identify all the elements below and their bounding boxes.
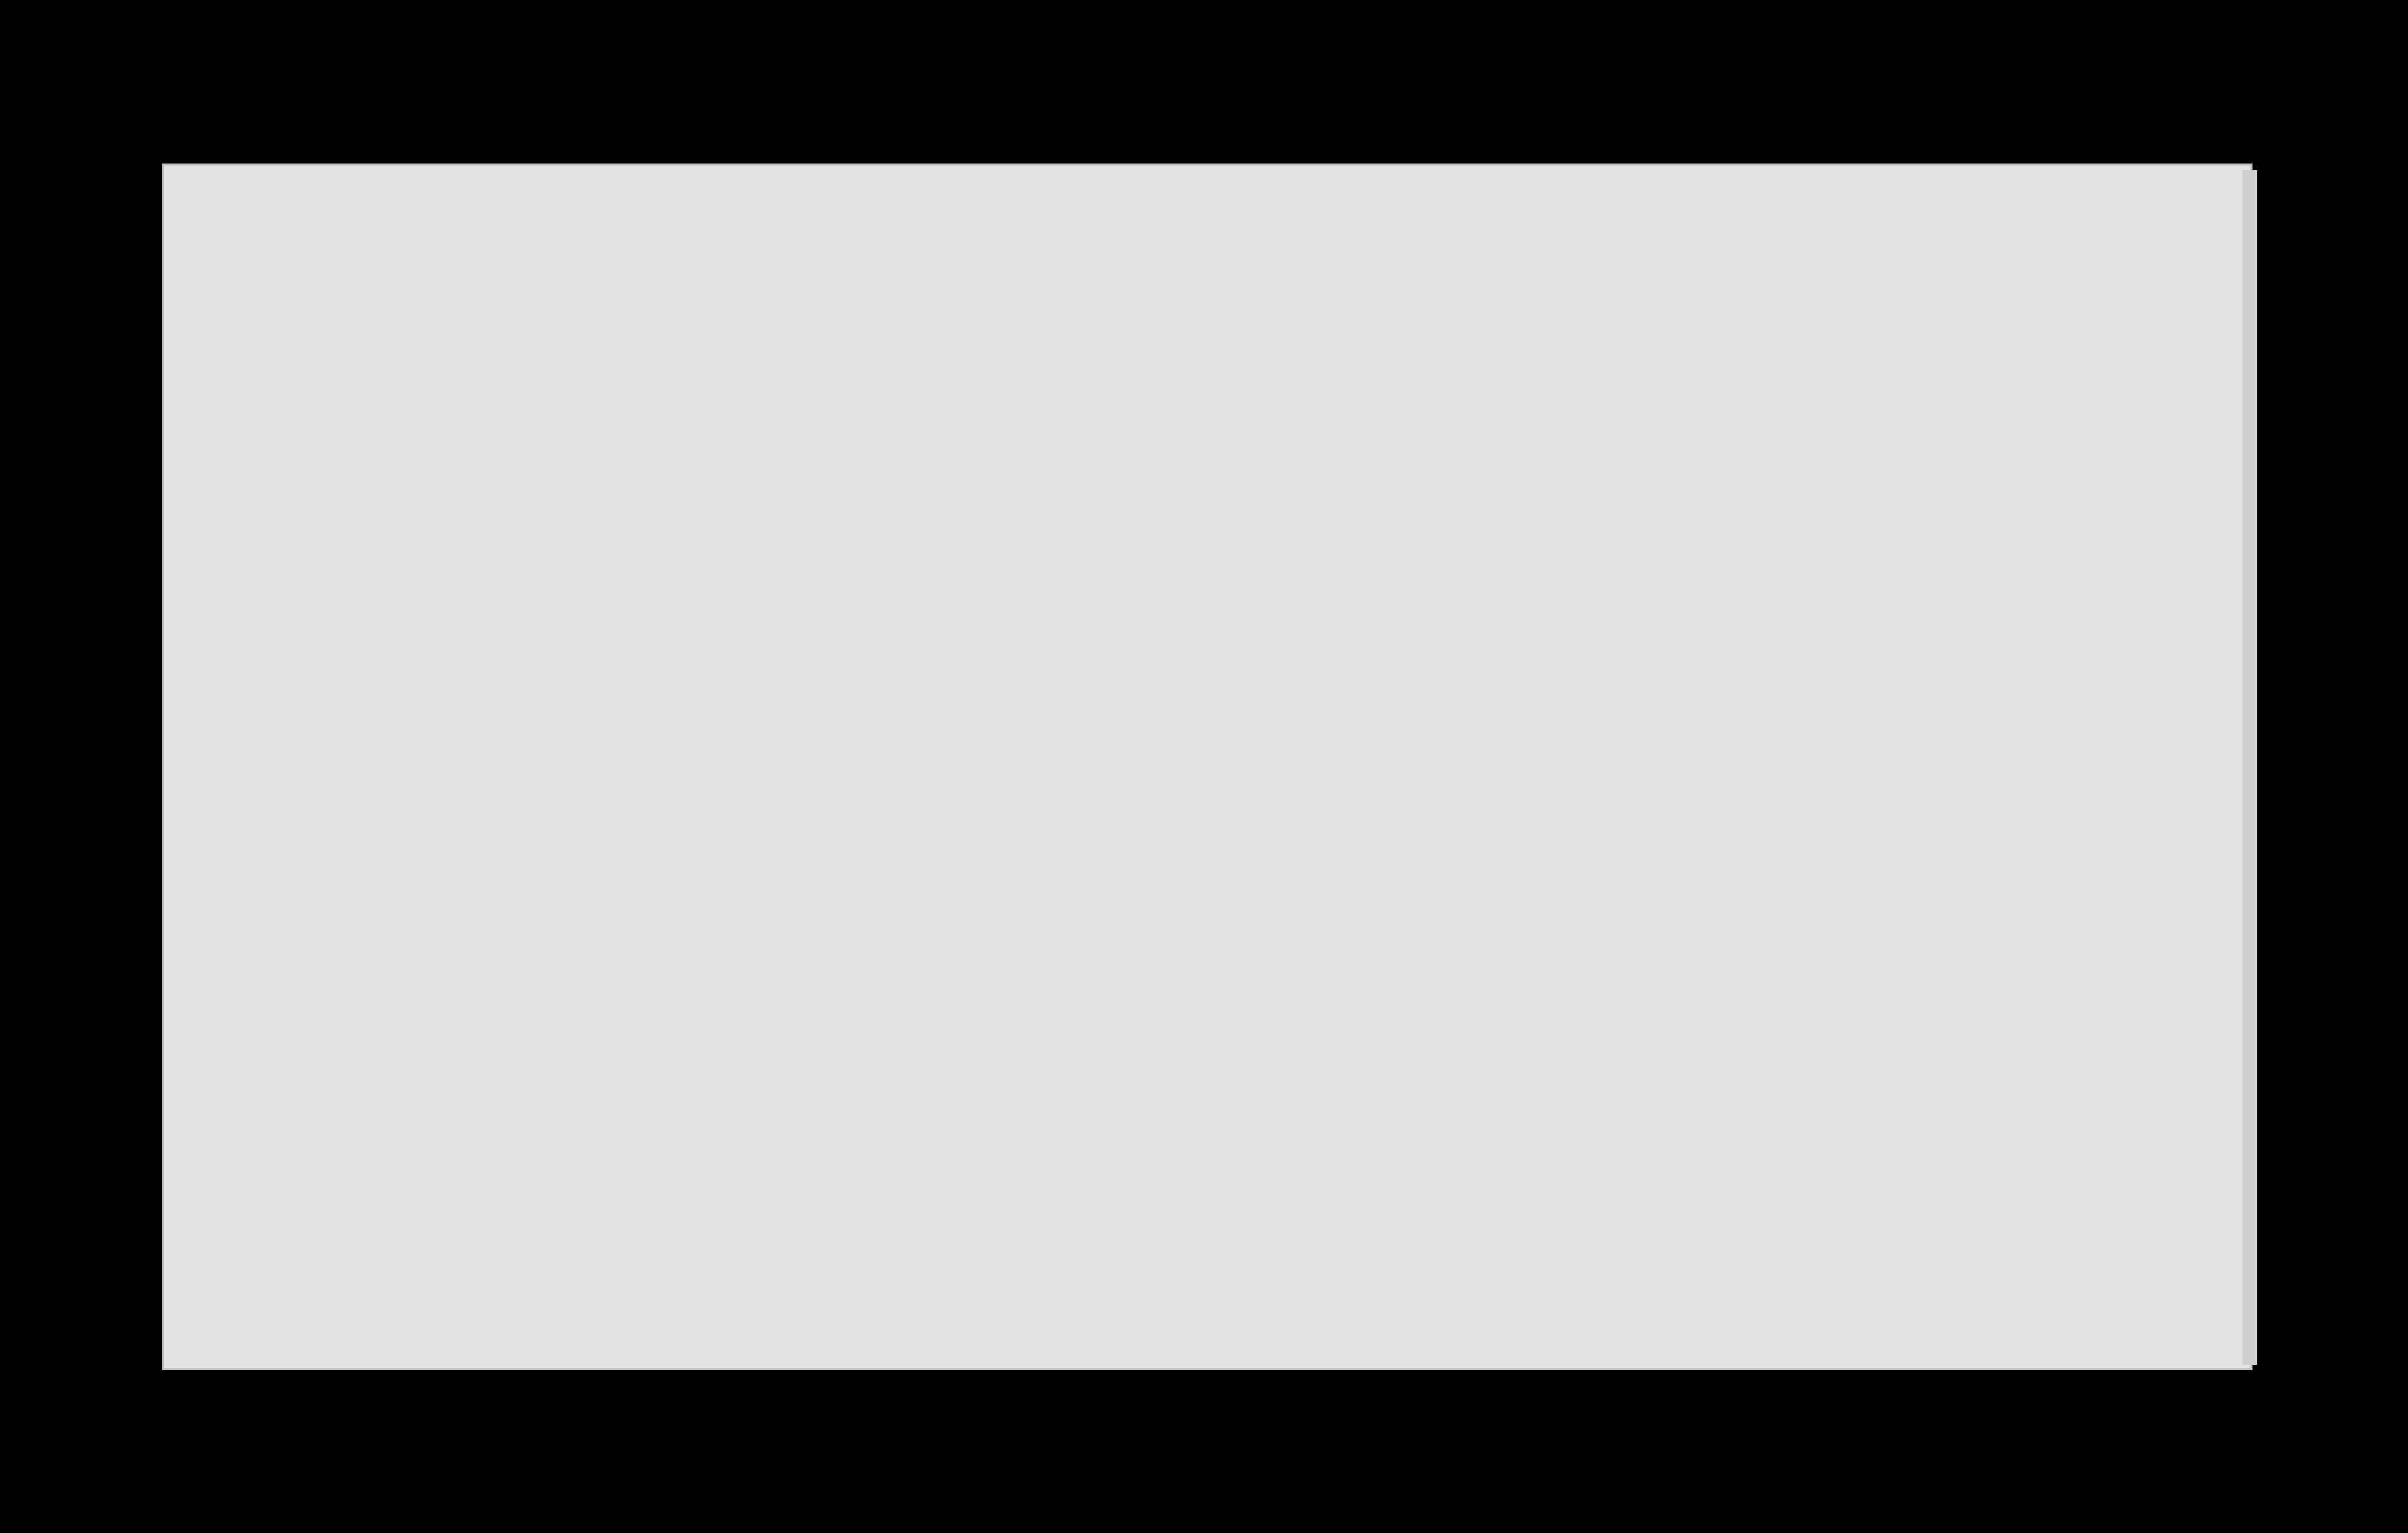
census-card bbox=[162, 164, 2252, 1370]
card-edge bbox=[2242, 170, 2257, 1365]
